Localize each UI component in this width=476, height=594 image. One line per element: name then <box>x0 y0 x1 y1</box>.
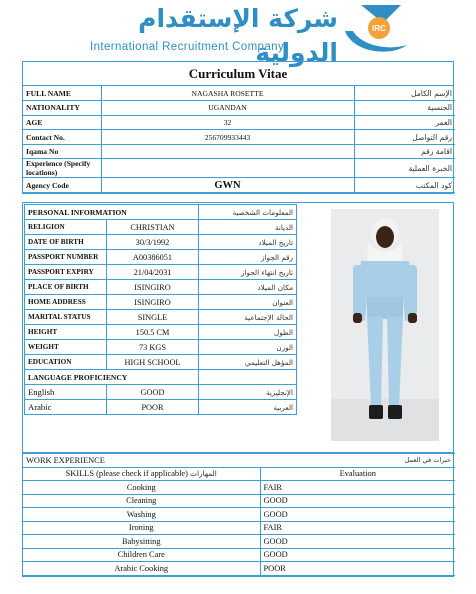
cv-field-label-ar: الجنسية <box>354 101 455 116</box>
personal-field-label-ar: رقم الجواز <box>199 250 297 265</box>
personal-info-row <box>25 310 297 325</box>
personal-field-label: PASSPORT EXPIRY <box>25 265 107 280</box>
personal-section-title-ar: المعلومات الشخصية <box>199 205 297 220</box>
work-title-row <box>23 454 455 468</box>
cv-field-label: Experience (Specify locations) <box>23 159 101 178</box>
cv-info-row <box>23 101 455 116</box>
skill-evaluation: FAIR <box>260 521 455 535</box>
cv-field-label: NATIONALITY <box>23 101 101 116</box>
skill-row <box>23 562 455 576</box>
cv-field-label: Contact No. <box>23 130 101 145</box>
personal-section-title: PERSONAL INFORMATION <box>25 205 199 220</box>
cv-info-row <box>23 115 455 130</box>
cv-info-row <box>23 86 455 101</box>
personal-section-header-row <box>25 205 297 220</box>
skill-name: Cleaning <box>23 494 260 508</box>
cv-field-value: UGANDAN <box>101 101 354 116</box>
personal-info-row <box>25 280 297 295</box>
personal-field-value: 30/3/1992 <box>107 235 199 250</box>
skill-name: Arabic Cooking <box>23 562 260 576</box>
skill-evaluation: GOOD <box>260 508 455 522</box>
applicant-photo-illustration <box>331 209 439 441</box>
personal-info-row <box>25 340 297 355</box>
skill-name: Cooking <box>23 481 260 495</box>
personal-field-label-ar: الوزن <box>199 340 297 355</box>
personal-field-value: A00386051 <box>107 250 199 265</box>
skill-name: Babysitting <box>23 535 260 549</box>
skill-name: Washing <box>23 508 260 522</box>
skills-header-ar: المهارات <box>190 469 217 479</box>
skill-row <box>23 481 455 495</box>
personal-field-label-ar: الحالة الإجتماعية <box>199 310 297 325</box>
personal-field-value: 73 KGS <box>107 340 199 355</box>
skill-name: Ironing <box>23 521 260 535</box>
personal-field-label: DATE OF BIRTH <box>25 235 107 250</box>
language-name-ar: العربية <box>199 400 297 415</box>
skill-evaluation: GOOD <box>260 535 455 549</box>
personal-field-label: EDUCATION <box>25 355 107 370</box>
personal-info-row <box>25 295 297 310</box>
skill-row <box>23 494 455 508</box>
personal-field-label: PLACE OF BIRTH <box>25 280 107 295</box>
work-experience-title-ar: خبرات في العمل <box>404 456 452 464</box>
cv-info-row <box>23 144 455 159</box>
skills-header-cell <box>23 467 260 481</box>
personal-field-value: CHRISTIAN <box>107 220 199 235</box>
cv-field-label-ar: كود المكتب <box>354 178 455 193</box>
skill-row <box>23 508 455 522</box>
logo-text: IRC <box>372 24 386 33</box>
cv-field-label: FULL NAME <box>23 86 101 101</box>
cv-field-label: AGE <box>23 115 101 130</box>
language-name: Arabic <box>25 400 107 415</box>
cv-field-value: 256709933443 <box>101 130 354 145</box>
cv-info-row <box>23 178 455 193</box>
cv-field-label-ar: الخبرة العملية <box>354 159 455 178</box>
skills-header: SKILLS (please check if applicable) <box>65 469 188 479</box>
personal-field-value: 21/04/2031 <box>107 265 199 280</box>
personal-field-label-ar: مكان الميلاد <box>199 280 297 295</box>
company-name-english: International Recruitment Company <box>90 41 285 53</box>
personal-field-value: 150.5 CM <box>107 325 199 340</box>
cv-field-label: Agency Code <box>23 178 101 193</box>
language-row <box>25 400 297 415</box>
skill-row <box>23 535 455 549</box>
personal-field-label-ar: تاريخ انتهاء الجواز <box>199 265 297 280</box>
personal-field-value: SINGLE <box>107 310 199 325</box>
evaluation-header: Evaluation <box>260 467 455 481</box>
cv-info-table <box>23 86 455 193</box>
personal-field-label-ar: الطول <box>199 325 297 340</box>
language-level: GOOD <box>107 385 199 400</box>
work-experience-title: WORK EXPERIENCE <box>26 455 105 465</box>
cv-field-label: Iqama No <box>23 144 101 159</box>
skill-row <box>23 521 455 535</box>
cv-field-label-ar: الإسم الكامل <box>354 86 455 101</box>
skill-evaluation: GOOD <box>260 548 455 562</box>
applicant-photo <box>331 209 439 441</box>
skill-evaluation: POOR <box>260 562 455 576</box>
personal-field-value: HIGH SCHOOL <box>107 355 199 370</box>
cv-field-label-ar: رقم التواصل <box>354 130 455 145</box>
company-name-arabic: شركة الإستقدام الدولية <box>138 4 338 67</box>
skill-name: Children Care <box>23 548 260 562</box>
language-proficiency-title: LANGUAGE PROFICIENCY <box>25 370 199 385</box>
cv-summary-box <box>22 61 454 194</box>
cv-title: Curriculum Vitae <box>23 62 453 86</box>
cv-field-value <box>101 144 354 159</box>
cv-field-value <box>101 159 354 178</box>
personal-field-label-ar: الديانة <box>199 220 297 235</box>
header <box>0 0 476 67</box>
company-logo-icon <box>343 1 409 55</box>
cv-info-row <box>23 130 455 145</box>
skill-row <box>23 548 455 562</box>
personal-field-label-ar: تاريخ الميلاد <box>199 235 297 250</box>
personal-info-table <box>24 204 297 415</box>
language-name-ar: الإنجليزية <box>199 385 297 400</box>
language-level: POOR <box>107 400 199 415</box>
cv-field-label-ar: العمر <box>354 115 455 130</box>
personal-info-row <box>25 235 297 250</box>
personal-field-label: PASSPORT NUMBER <box>25 250 107 265</box>
personal-field-label: MARITAL STATUS <box>25 310 107 325</box>
personal-field-label-ar: العنوان <box>199 295 297 310</box>
personal-field-value: ISINGIRO <box>107 295 199 310</box>
personal-info-row <box>25 250 297 265</box>
cv-field-value: 32 <box>101 115 354 130</box>
personal-field-label: HOME ADDRESS <box>25 295 107 310</box>
work-experience-box <box>22 453 454 577</box>
language-section-spacer <box>199 370 297 385</box>
personal-info-row <box>25 325 297 340</box>
cv-field-value: GWN <box>101 178 354 193</box>
language-name: English <box>25 385 107 400</box>
personal-field-label: HEIGHT <box>25 325 107 340</box>
personal-info-box <box>22 202 454 453</box>
personal-info-row <box>25 220 297 235</box>
personal-info-row <box>25 265 297 280</box>
skill-evaluation: FAIR <box>260 481 455 495</box>
skills-header-row <box>23 467 455 481</box>
cv-field-value: NAGASHA ROSETTE <box>101 86 354 101</box>
skills-table <box>23 453 455 576</box>
language-row <box>25 385 297 400</box>
personal-info-row <box>25 355 297 370</box>
personal-field-label: RELIGION <box>25 220 107 235</box>
cv-field-label-ar: اقامة رقم <box>354 144 455 159</box>
skill-evaluation: GOOD <box>260 494 455 508</box>
personal-field-value: ISINGIRO <box>107 280 199 295</box>
cv-info-row <box>23 159 455 178</box>
personal-field-label: WEIGHT <box>25 340 107 355</box>
personal-field-label-ar: المؤهل التعليمي <box>199 355 297 370</box>
work-title-cell <box>23 454 455 468</box>
language-section-row <box>25 370 297 385</box>
